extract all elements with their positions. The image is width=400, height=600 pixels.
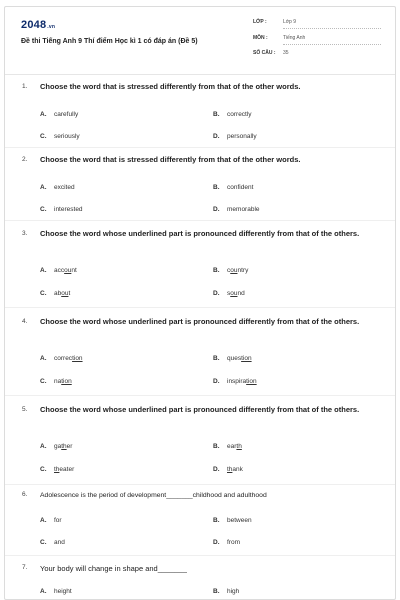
- exam-page: [4, 6, 396, 600]
- question-number: 5.: [22, 406, 28, 413]
- question-text: Choose the word whose underlined part is pronounced differently from that of the others.: [40, 317, 360, 326]
- logo-suffix: .vn: [47, 24, 56, 30]
- question-separator: [5, 484, 395, 485]
- meta-subject: [253, 35, 381, 45]
- option-b[interactable]: B. high: [213, 588, 240, 595]
- question-number: 3.: [22, 230, 28, 237]
- option-c[interactable]: C. interested: [40, 206, 83, 213]
- option-d[interactable]: D. inspiration: [213, 378, 257, 385]
- meta-class: [253, 19, 381, 29]
- option-c[interactable]: C. seriously: [40, 133, 80, 140]
- option-a[interactable]: A. carefully: [40, 111, 79, 118]
- subject-label: MÔN :: [253, 35, 268, 41]
- exam-title: Đề thi Tiếng Anh 9 Thí điểm Học kì 1 có đáp án (Đề 5): [21, 38, 198, 45]
- question-number: 6.: [22, 491, 28, 498]
- meta-count: [253, 50, 381, 60]
- exam-header: [5, 7, 395, 67]
- option-c[interactable]: C. nation: [40, 378, 72, 385]
- question-text: Choose the word whose underlined part is pronounced differently from that of the others.: [40, 229, 360, 238]
- option-c[interactable]: C. theater: [40, 466, 75, 473]
- class-label: LỚP :: [253, 19, 267, 25]
- class-value: Lớp 9: [283, 19, 297, 25]
- option-b[interactable]: B. between: [213, 517, 252, 524]
- option-d[interactable]: D. sound: [213, 290, 245, 297]
- option-a[interactable]: A. excited: [40, 184, 75, 191]
- question-number: 7.: [22, 564, 28, 571]
- subject-underline: [283, 44, 381, 45]
- question-separator: [5, 307, 395, 308]
- option-d[interactable]: D. thank: [213, 466, 243, 473]
- class-underline: [283, 28, 381, 29]
- question-text: Your body will change in shape and_______: [40, 564, 187, 573]
- count-value: 35: [283, 50, 289, 56]
- question-number: 2.: [22, 156, 28, 163]
- option-a[interactable]: A. account: [40, 267, 77, 274]
- option-a[interactable]: A. correction: [40, 355, 83, 362]
- option-a[interactable]: A. gather: [40, 443, 73, 450]
- header-divider: [5, 74, 395, 75]
- option-b[interactable]: B. correctly: [213, 111, 252, 118]
- question-text: Choose the word that is stressed differently from that of the other words.: [40, 155, 301, 164]
- option-b[interactable]: B. country: [213, 267, 249, 274]
- option-d[interactable]: D. personally: [213, 133, 257, 140]
- question-number: 4.: [22, 318, 28, 325]
- count-label: SỐ CÂU :: [253, 50, 276, 56]
- option-c[interactable]: C. about: [40, 290, 71, 297]
- option-a[interactable]: A. height: [40, 588, 72, 595]
- question-separator: [5, 395, 395, 396]
- question-number: 1.: [22, 83, 28, 90]
- logo-text: 2048: [21, 19, 47, 31]
- option-d[interactable]: D. memorable: [213, 206, 260, 213]
- option-a[interactable]: A. for: [40, 517, 62, 524]
- question-text: Choose the word whose underlined part is pronounced differently from that of the others.: [40, 405, 360, 414]
- option-d[interactable]: D. from: [213, 539, 240, 546]
- option-b[interactable]: B. question: [213, 355, 252, 362]
- option-b[interactable]: B. earth: [213, 443, 242, 450]
- question-text: Choose the word that is stressed differently from that of the other words.: [40, 82, 301, 91]
- site-logo[interactable]: [21, 19, 55, 31]
- question-separator: [5, 220, 395, 221]
- question-separator: [5, 555, 395, 556]
- option-c[interactable]: C. and: [40, 539, 65, 546]
- subject-value: Tiếng Anh: [283, 35, 306, 41]
- question-separator: [5, 147, 395, 148]
- question-text: Adolescence is the period of development_______childhood and adulthood: [40, 492, 267, 499]
- option-b[interactable]: B. confident: [213, 184, 254, 191]
